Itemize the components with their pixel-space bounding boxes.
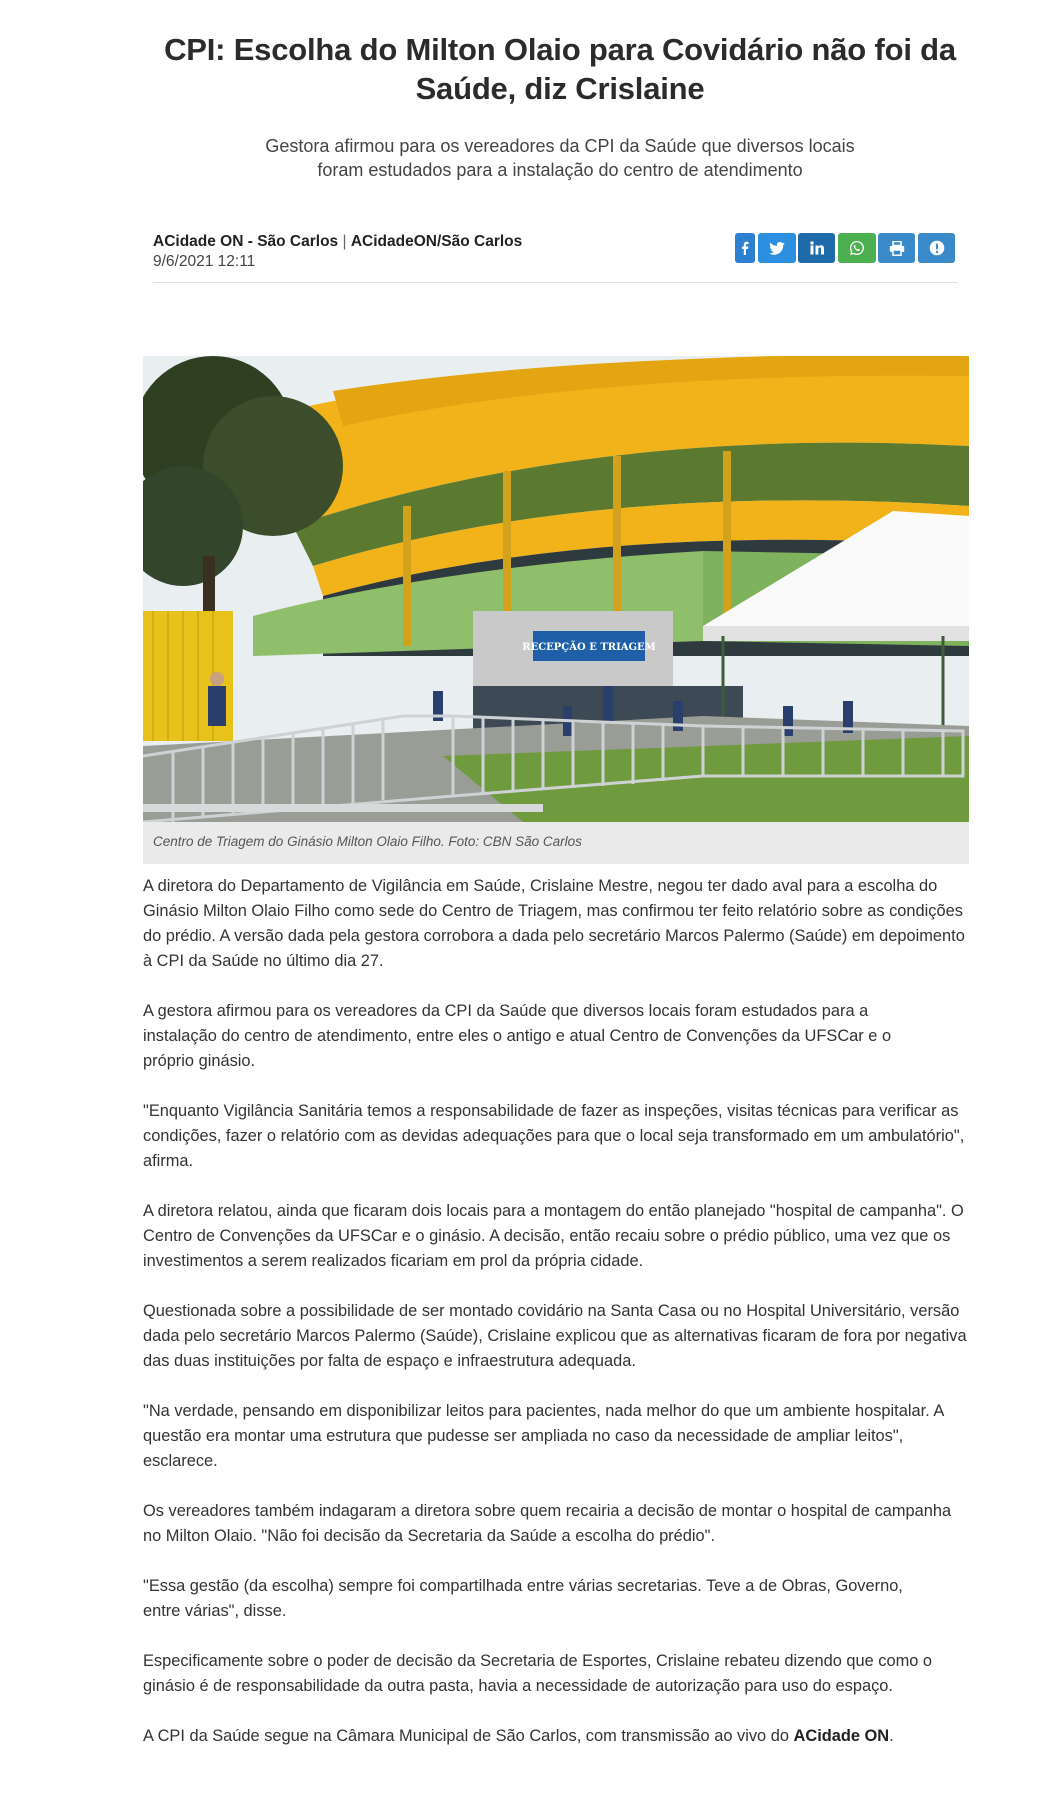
- byline: [153, 233, 522, 251]
- photo-caption: Centro de Triagem do Ginásio Milton Olaio Filho. Foto: CBN São Carlos: [153, 834, 582, 849]
- byline-author[interactable]: ACidadeON/São Carlos: [350, 233, 523, 250]
- gymnasium-photo: [143, 356, 969, 822]
- paragraph: "Essa gestão (da escolha) sempre foi compartilhada entre várias secretarias. Teve a de Obras, Governo, entre várias", disse.: [143, 1577, 903, 1620]
- article-subtitle: Gestora afirmou para os vereadores da CPI da Saúde que diversos locais foram estudados para a instalação do centro de atendimento: [265, 136, 855, 180]
- paragraph: A diretora do Departamento de Vigilância em Saúde, Crislaine Mestre, negou ter dado aval para a escolha do Ginásio Milton Olaio Filho como sede do Centro de Triagem, mas confirmou ter feito relatório sobre as condições do prédio. A versão dada pela gestora corrobora a dada pelo secretário Marcos Palermo (Saúde) em depoimento à CPI da Saúde no último dia 27.: [143, 877, 965, 970]
- article-photo[interactable]: [143, 356, 969, 822]
- linkedin-icon: [810, 241, 824, 255]
- last-paragraph-end: .: [889, 1727, 894, 1745]
- article-figure: [143, 356, 969, 864]
- facebook-icon: [741, 241, 749, 255]
- byline-divider: [153, 282, 958, 283]
- article-body: [143, 874, 969, 1774]
- whatsapp-icon: [849, 240, 865, 256]
- share-facebook-button[interactable]: [735, 233, 755, 263]
- share-report-button[interactable]: [918, 233, 955, 263]
- paragraph: "Enquanto Vigilância Sanitária temos a responsabilidade de fazer as inspeções, visitas técnicas para verificar as condições, fazer o relatório com as devidas adequações para que o local seja transformado em um ambulatório", afirma.: [143, 1102, 965, 1170]
- byline-separator: |: [342, 233, 347, 250]
- share-twitter-button[interactable]: [758, 233, 796, 263]
- twitter-icon: [769, 242, 785, 255]
- article-title: CPI: Escolha do Milton Olaio para Covidário não foi da Saúde, diz Crislaine: [164, 32, 956, 106]
- share-print-button[interactable]: [878, 233, 915, 263]
- paragraph: A diretora relatou, ainda que ficaram dois locais para a montagem do então planejado "hospital de campanha". O Centro de Convenções da UFSCar e o ginásio. A decisão, então recaiu sobre o prédio público, uma vez que os investimentos a serem realizados ficariam em prol da própria cidade.: [143, 1202, 964, 1270]
- share-linkedin-button[interactable]: [798, 233, 835, 263]
- paragraph: Os vereadores também indagaram a diretora sobre quem recairia a decisão de montar o hospital de campanha no Milton Olaio. "Não foi decisão da Secretaria da Saúde a escolha do prédio".: [143, 1502, 952, 1545]
- paragraph: A gestora afirmou para os vereadores da CPI da Saúde que diversos locais foram estudados para a instalação do centro de atendimento, entre eles o antigo e atual Centro de Convenções da UFSCar e o próprio ginásio.: [143, 1002, 892, 1070]
- share-whatsapp-button[interactable]: [838, 233, 876, 263]
- publish-date: 9/6/2021 12:11: [153, 253, 256, 270]
- paragraph: "Na verdade, pensando em disponibilizar leitos para pacientes, nada melhor do que um ambiente hospitalar. A questão era montar uma estrutura que pudesse ser ampliada no caso da necessidade de ampliar leitos", esclarece.: [143, 1402, 944, 1470]
- acidade-on-link[interactable]: ACidade ON: [793, 1727, 890, 1745]
- report-icon: [929, 240, 945, 256]
- paragraph: Questionada sobre a possibilidade de ser montado covidário na Santa Casa ou no Hospital Universitário, versão dada pelo secretário Marcos Palermo (Saúde), Crislaine explicou que as alternativas ficaram de fora por negativa das duas instituições por falta de espaço e infraestrutura adequada.: [143, 1302, 967, 1370]
- photo-sign-text: RECEPÇÃO E TRIAGEM: [522, 642, 656, 653]
- paragraph-last: [143, 1724, 969, 1749]
- byline-source[interactable]: ACidade ON - São Carlos: [153, 233, 339, 250]
- last-paragraph-text: A CPI da Saúde segue na Câmara Municipal de São Carlos, com transmissão ao vivo do: [143, 1727, 794, 1745]
- print-icon: [889, 241, 905, 256]
- paragraph: Especificamente sobre o poder de decisão da Secretaria de Esportes, Crislaine rebateu dizendo que como o ginásio é de responsabilidade da outra pasta, havia a necessidade de autorização para uso do espaço.: [143, 1652, 933, 1695]
